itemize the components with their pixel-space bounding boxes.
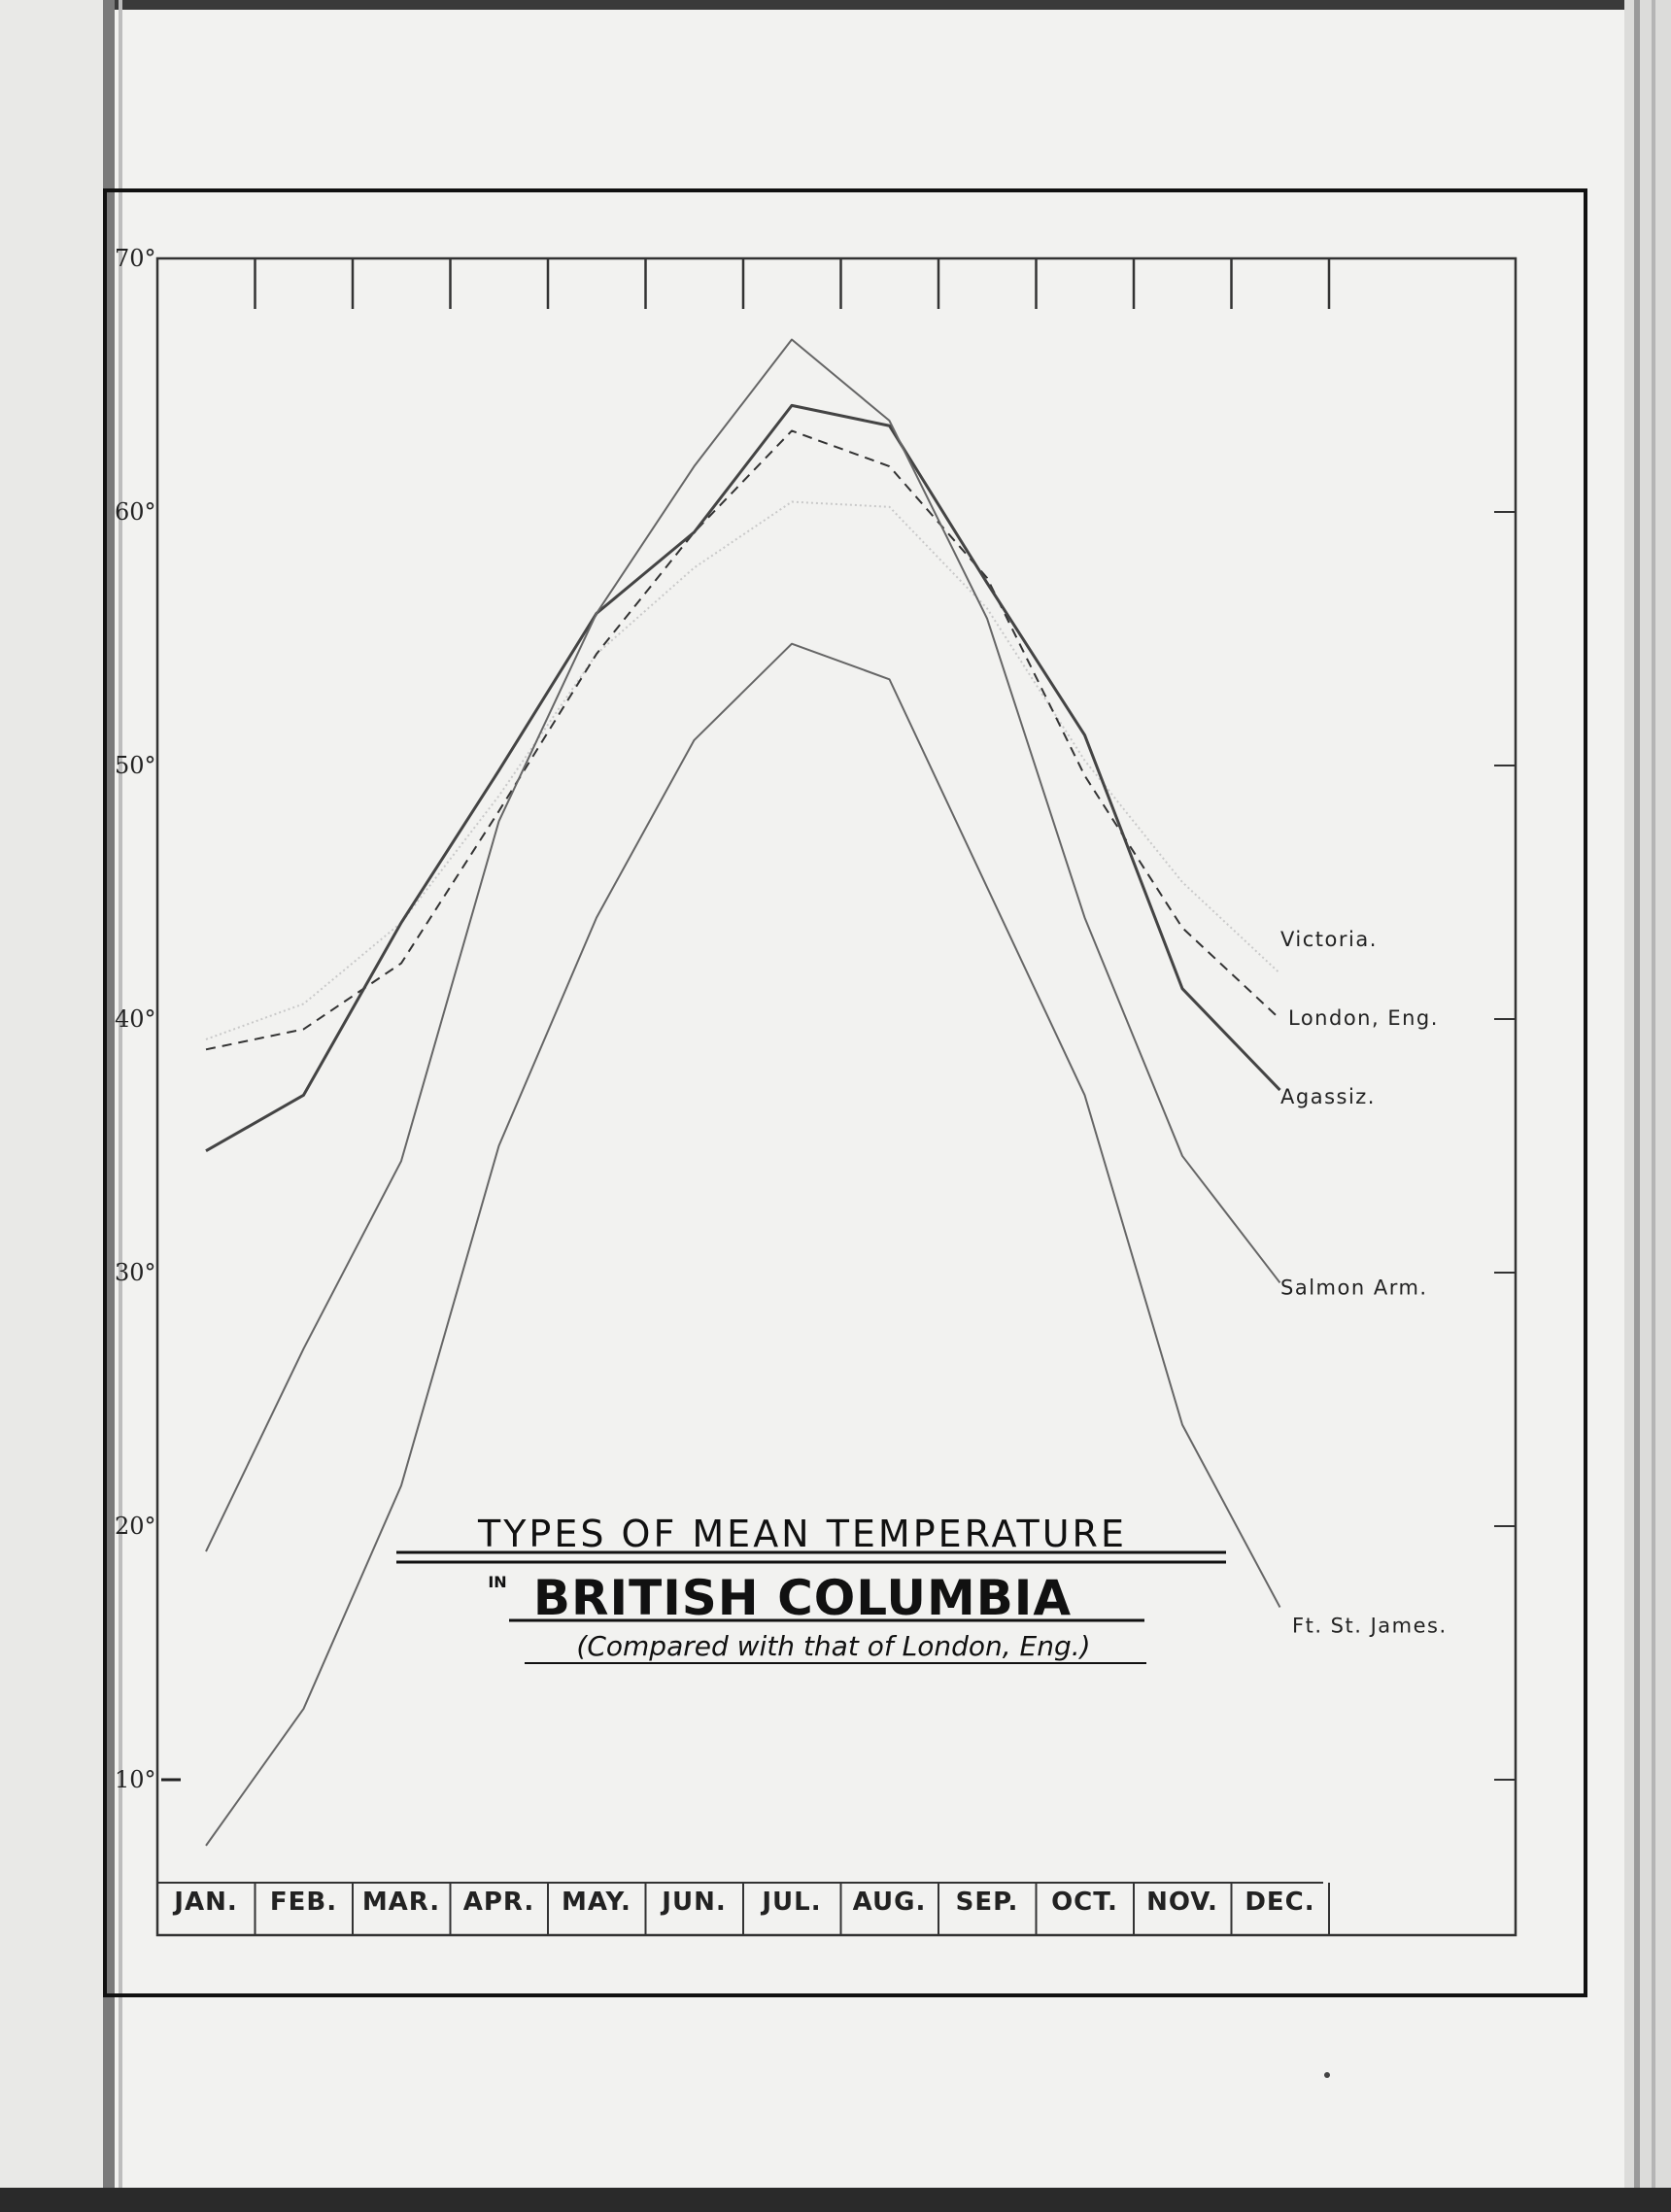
series-line xyxy=(206,430,1280,1049)
y-tick-label: 10° xyxy=(115,1766,156,1793)
y-tick-label: 50° xyxy=(115,752,156,779)
title-block xyxy=(396,1513,1226,1663)
series-line xyxy=(206,502,1280,1039)
y-tick-label: 20° xyxy=(115,1513,156,1540)
y-tick-label: 30° xyxy=(115,1259,156,1286)
y-tick-label: 70° xyxy=(115,245,156,272)
series-line xyxy=(206,405,1280,1150)
month-label: APR. xyxy=(463,1888,535,1917)
month-label: SEP. xyxy=(956,1888,1019,1917)
series-label: Ft. St. James. xyxy=(1292,1615,1448,1638)
y-tick-label: 60° xyxy=(115,498,156,526)
month-label: FEB. xyxy=(270,1888,337,1917)
month-label: AUG. xyxy=(853,1888,927,1917)
chart-caption: (Compared with that of London, Eng.) xyxy=(576,1630,1090,1662)
series-label: Salmon Arm. xyxy=(1280,1276,1428,1299)
chart-title: TYPES OF MEAN TEMPERATURE xyxy=(477,1513,1127,1555)
series-label: Victoria. xyxy=(1280,928,1378,951)
month-label: JUN. xyxy=(660,1888,726,1917)
top-ticks xyxy=(256,258,1330,309)
stray-dot xyxy=(1324,2072,1330,2078)
chart-subtitle: BRITISH COLUMBIA xyxy=(533,1570,1072,1626)
month-label: NOV. xyxy=(1146,1888,1218,1917)
series-label: London, Eng. xyxy=(1288,1006,1439,1030)
month-label: JAN. xyxy=(172,1888,237,1917)
y-tick-label: 40° xyxy=(115,1005,156,1033)
month-label: JUL. xyxy=(760,1888,821,1917)
series-labels xyxy=(1280,928,1448,1638)
series-label: Agassiz. xyxy=(1280,1085,1376,1108)
chart-title-in: IN xyxy=(488,1573,506,1591)
month-label: MAR. xyxy=(362,1888,440,1917)
series-line xyxy=(206,340,1280,1552)
month-label: DEC. xyxy=(1245,1888,1314,1917)
month-label: OCT. xyxy=(1051,1888,1118,1917)
month-label: MAY. xyxy=(562,1888,631,1917)
